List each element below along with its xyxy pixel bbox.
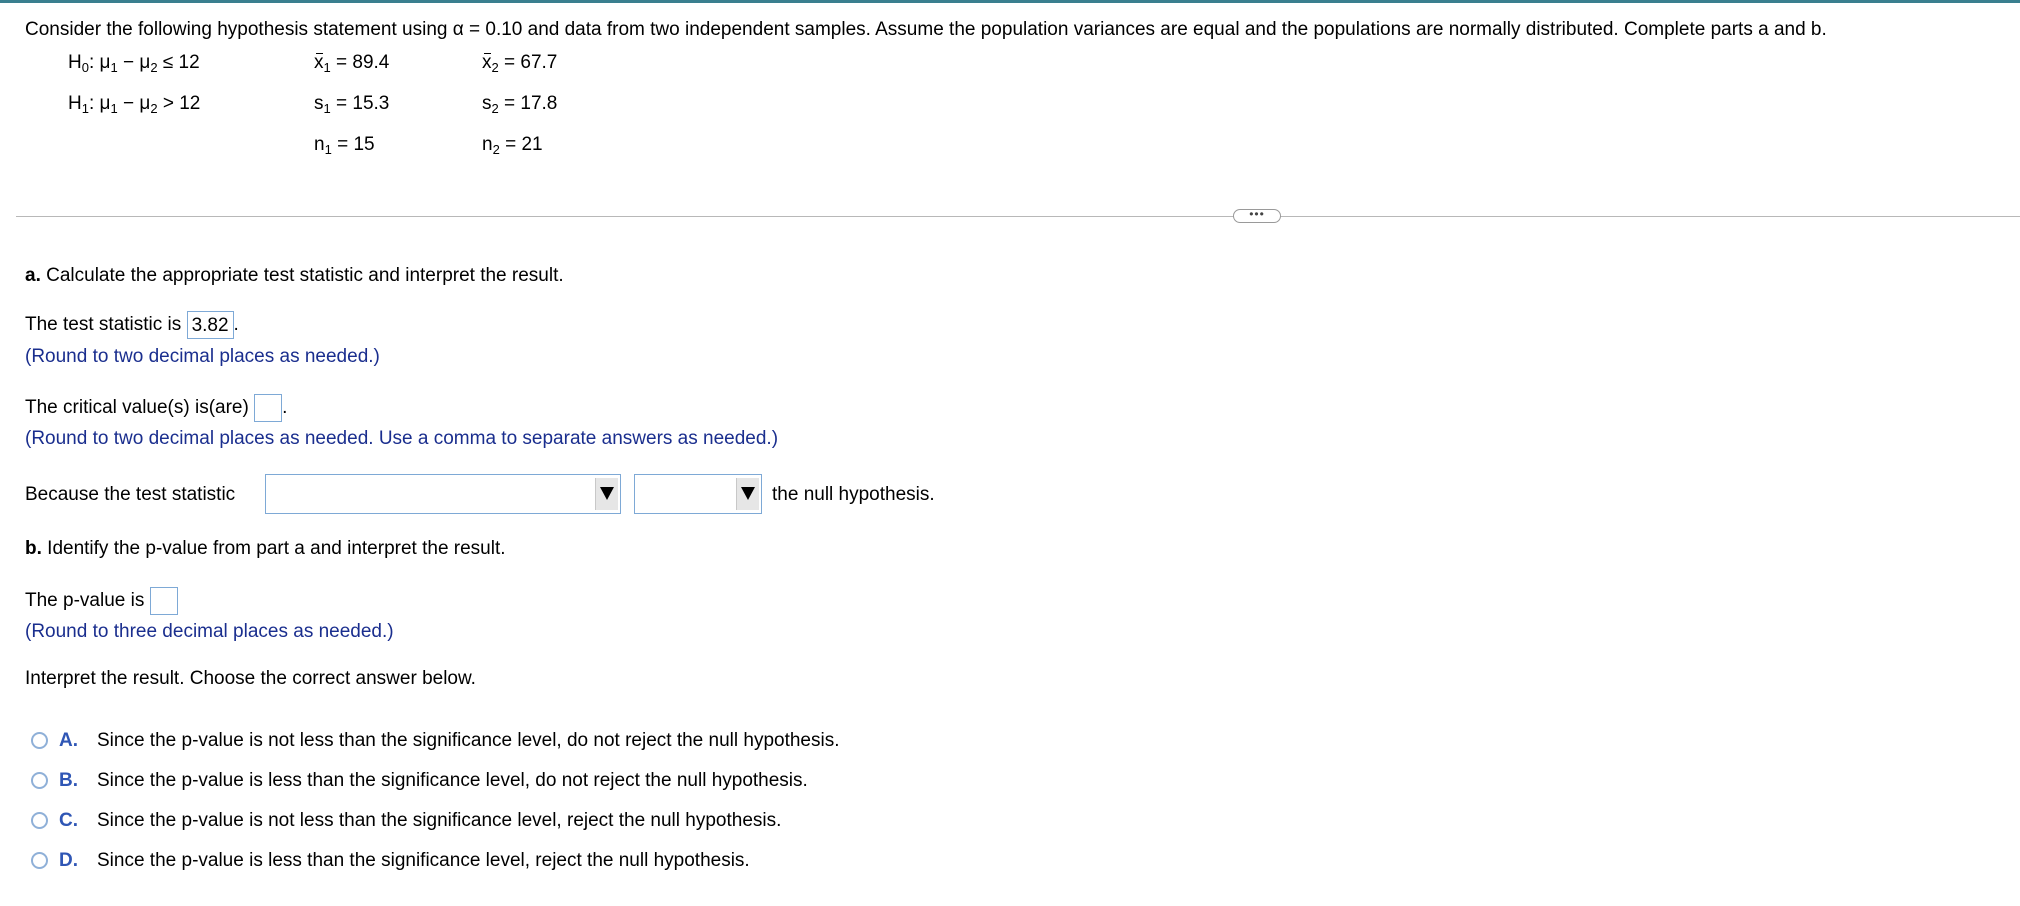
sample2-sd: $s_2 = 17.8$ [482, 93, 558, 116]
critical-value-line: The critical value(s) is(are) . [25, 394, 287, 422]
test-statistic-comparison-dropdown[interactable] [265, 474, 621, 514]
option-text-c: Since the p-value is not less than the significance level, reject the null hypothesis. [97, 810, 782, 831]
radio-button-d[interactable] [31, 852, 48, 869]
round-hint-2: (Round to two decimal places as needed. Use a comma to separate answers as needed.) [25, 428, 779, 449]
sample2-mean: $x_2 = 67.7$ [482, 52, 558, 75]
critical-value-answer-box[interactable] [254, 394, 282, 422]
problem-intro: Consider the following hypothesis statement using α = 0.10 and data from two independent samples. Assume the population variances are equal and the populations are normally distributed. Complete parts a and b. [25, 19, 1827, 40]
alternative-hypothesis: $H_1$: $\mu_1 - \mu_2 > 12$ [68, 93, 201, 116]
p-value-answer-box[interactable] [150, 587, 178, 615]
radio-button-a[interactable] [31, 732, 48, 749]
round-hint-1: (Round to two decimal places as needed.) [25, 346, 380, 367]
option-letter-c: C. [59, 810, 78, 831]
expand-ellipsis-button[interactable]: ••• [1233, 209, 1281, 223]
sample1-size: $n_1 = 15$ [314, 134, 375, 157]
sample1-sd: $s_1 = 15.3$ [314, 93, 390, 116]
part-b-heading: b. Identify the p-value from part a and interpret the result. [25, 538, 506, 559]
section-divider [16, 216, 2020, 217]
radio-button-b[interactable] [31, 772, 48, 789]
round-hint-3: (Round to three decimal places as needed.) [25, 621, 394, 642]
test-statistic-line: The test statistic is 3.82 . [25, 311, 239, 339]
interpret-prompt: Interpret the result. Choose the correct answer below. [25, 668, 476, 689]
null-hypothesis: $H_0$: $\mu_1 - \mu_2 \le 12$ [68, 52, 200, 75]
chevron-down-icon[interactable] [595, 478, 618, 510]
test-statistic-answer-box[interactable]: 3.82 [187, 311, 234, 339]
option-text-a: Since the p-value is not less than the significance level, do not reject the null hypothesis. [97, 730, 840, 751]
null-hypothesis-text: the null hypothesis. [772, 484, 935, 505]
top-rule [0, 0, 2020, 3]
part-a-heading: a. Calculate the appropriate test statistic and interpret the result. [25, 265, 564, 286]
because-label: Because the test statistic [25, 484, 236, 505]
option-text-d: Since the p-value is less than the significance level, reject the null hypothesis. [97, 850, 750, 871]
option-text-b: Since the p-value is less than the significance level, do not reject the null hypothesis. [97, 770, 808, 791]
option-letter-a: A. [59, 730, 78, 751]
reject-decision-dropdown[interactable] [634, 474, 762, 514]
chevron-down-icon[interactable] [736, 478, 759, 510]
sample1-mean: $x_1 = 89.4$ [314, 52, 390, 75]
option-letter-b: B. [59, 770, 78, 791]
radio-button-c[interactable] [31, 812, 48, 829]
p-value-line: The p-value is [25, 587, 178, 615]
option-letter-d: D. [59, 850, 78, 871]
sample2-size: $n_2 = 21$ [482, 134, 543, 157]
